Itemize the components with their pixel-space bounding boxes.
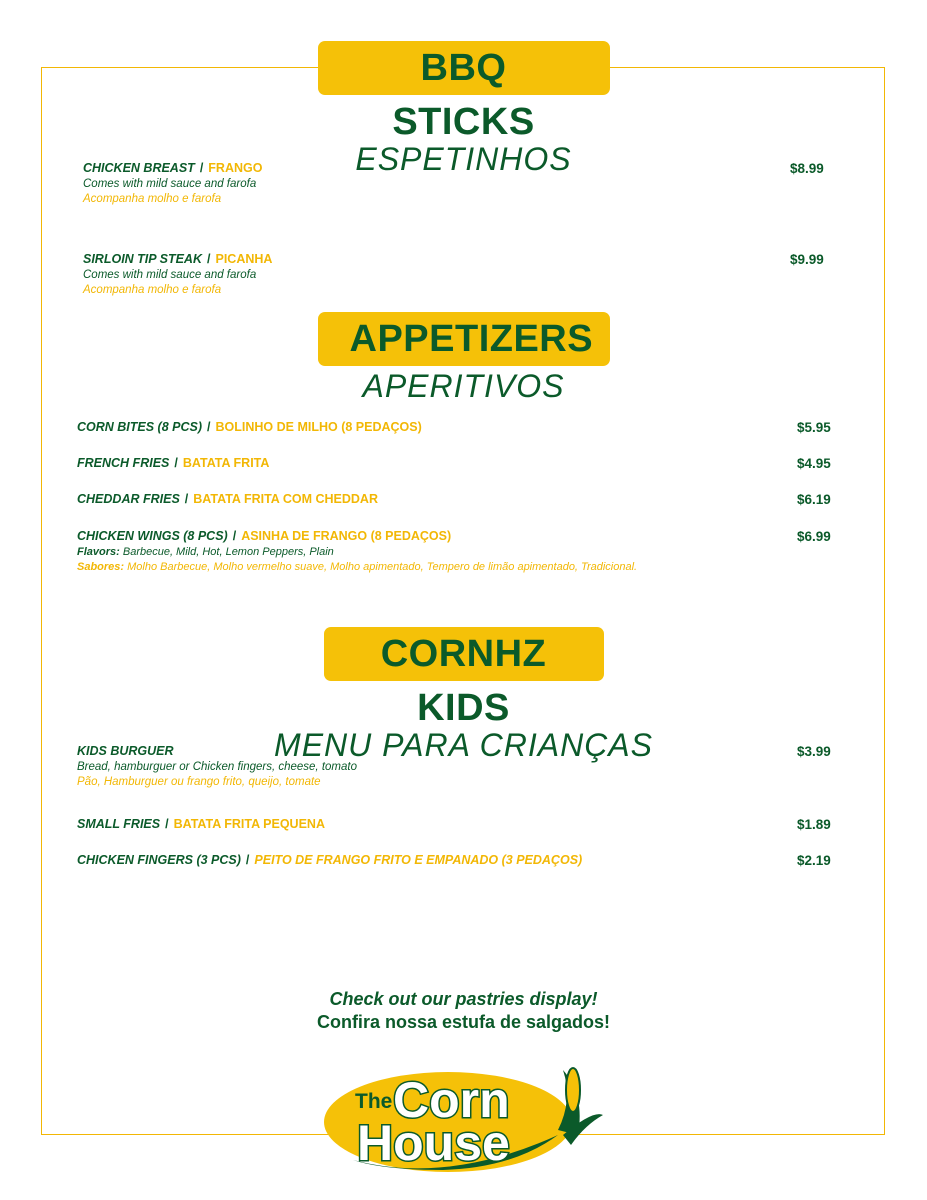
menu-item-small-fries — [77, 817, 325, 831]
logo-the: The — [355, 1090, 393, 1113]
item-name: CHEDDAR FRIES — [77, 492, 180, 506]
footer-line-en: Check out our pastries display! — [329, 989, 598, 1009]
item-separator: / — [232, 529, 237, 543]
item-name: CHICKEN BREAST — [83, 161, 195, 175]
logo-house: House — [357, 1115, 510, 1171]
item-separator: / — [245, 853, 250, 867]
item-price: $8.99 — [790, 161, 824, 176]
item-price: $9.99 — [790, 252, 824, 267]
menu-item-kids-burguer — [77, 744, 357, 788]
item-price: $6.99 — [797, 529, 831, 544]
item-separator: / — [199, 161, 204, 175]
corn-house-logo — [323, 1060, 608, 1175]
bbq-subtitle: ESPETINHOS — [355, 141, 572, 177]
item-name-pt: BATATA FRITA — [182, 456, 270, 470]
flavors-label: Flavors: — [77, 546, 120, 558]
item-separator: / — [207, 252, 211, 266]
item-name: SIRLOIN TIP STEAK — [83, 252, 202, 266]
item-separator: / — [207, 420, 211, 434]
kids-subtitle: MENU PARA CRIANÇAS — [274, 727, 653, 763]
item-name-pt: ASINHA DE FRANGO (8 PEDAÇOS) — [241, 529, 452, 543]
appetizers-section-header — [0, 312, 927, 405]
item-separator: / — [174, 456, 178, 470]
menu-item-chicken-fingers — [77, 853, 582, 867]
item-price: $3.99 — [797, 744, 831, 759]
footer-line-pt: Confira nossa estufa de salgados! — [316, 1012, 611, 1032]
item-sabores — [77, 561, 637, 573]
sabores-text: Molho Barbecue, Molho vermelho suave, Molho apimentado, Tempero de limão apimentado, Tradicional. — [127, 561, 638, 573]
bbq-section-header — [0, 41, 927, 178]
item-description-pt: Pão, Hamburguer ou frango frito, queijo, tomate — [77, 776, 321, 788]
item-name-pt: PEITO DE FRANGO FRITO E EMPANADO (3 PEDAÇOS) — [254, 853, 583, 867]
menu-item-french-fries — [77, 456, 269, 470]
bbq-title: BBQ STICKS — [318, 41, 610, 95]
item-price: $1.89 — [797, 817, 831, 832]
item-price: $6.19 — [797, 492, 831, 507]
menu-item-corn-bites — [77, 420, 422, 434]
item-description-pt: Acompanha molho e farofa — [83, 284, 222, 296]
kids-title: CORNHZ KIDS — [324, 627, 604, 681]
item-description: Comes with mild sauce and farofa — [83, 269, 257, 281]
item-description: Bread, hamburguer or Chicken fingers, cheese, tomato — [77, 761, 357, 773]
logo-corn: Corn — [393, 1072, 510, 1128]
item-name-pt: FRANGO — [208, 161, 263, 175]
item-name-pt: PICANHA — [215, 252, 273, 266]
item-name: KIDS BURGUER — [77, 744, 174, 758]
appetizers-subtitle: APERITIVOS — [362, 368, 565, 404]
menu-item-chicken-wings — [77, 529, 637, 573]
item-name: FRENCH FRIES — [77, 456, 170, 470]
appetizers-title: APPETIZERS — [318, 312, 610, 366]
item-name: SMALL FRIES — [77, 817, 161, 831]
footer-message — [0, 988, 927, 1034]
menu-item-cheddar-fries — [77, 492, 378, 506]
item-name: CORN BITES (8 PCS) — [77, 420, 203, 434]
menu-item-chicken-breast — [83, 161, 262, 205]
menu-item-sirloin — [83, 252, 272, 296]
menu-border — [41, 67, 885, 1135]
item-separator: / — [184, 492, 189, 506]
item-name: CHICKEN FINGERS (3 PCS) — [77, 853, 241, 867]
item-price: $2.19 — [797, 853, 831, 868]
item-name-pt: BATATA FRITA PEQUENA — [173, 817, 325, 831]
item-flavors — [77, 546, 637, 558]
item-description: Comes with mild sauce and farofa — [83, 178, 257, 190]
item-separator: / — [165, 817, 169, 831]
item-name: CHICKEN WINGS (8 PCS) — [77, 529, 228, 543]
item-price: $4.95 — [797, 456, 831, 471]
flavors-text: Barbecue, Mild, Hot, Lemon Peppers, Plain — [122, 546, 334, 558]
item-price: $5.95 — [797, 420, 831, 435]
sabores-label: Sabores: — [77, 561, 125, 573]
item-name-pt: BATATA FRITA COM CHEDDAR — [193, 492, 378, 506]
item-name-pt: BOLINHO DE MILHO (8 PEDAÇOS) — [215, 420, 422, 434]
item-description-pt: Acompanha molho e farofa — [83, 193, 222, 205]
